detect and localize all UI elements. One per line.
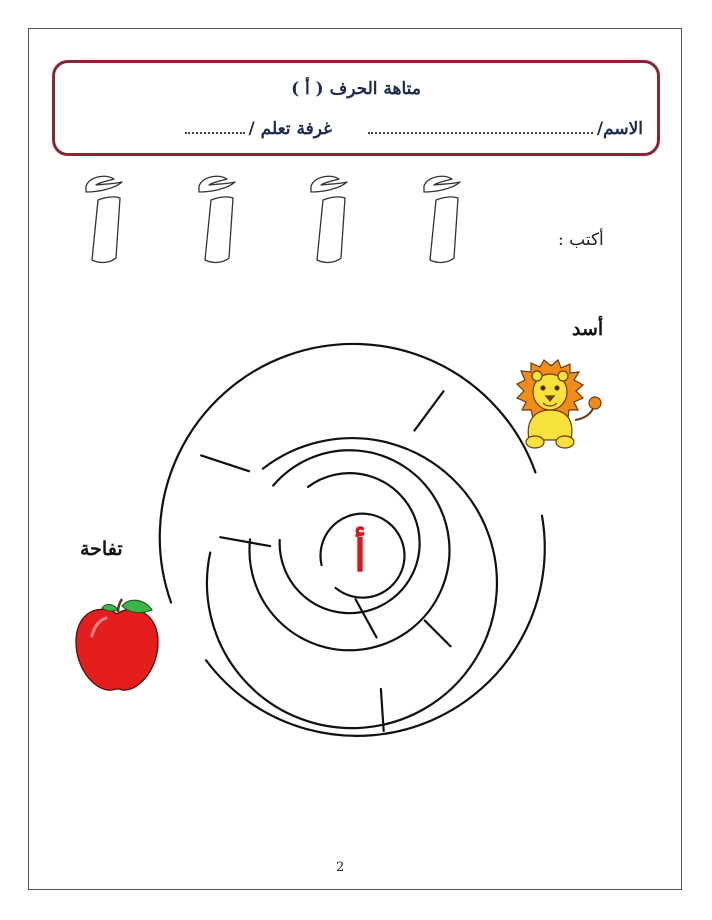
class-label: غرفة تعلم / xyxy=(248,119,332,139)
tracing-letters xyxy=(86,176,460,262)
tracing-letter-4[interactable] xyxy=(424,176,460,262)
tracing-letter-1[interactable] xyxy=(86,176,122,262)
lion-picture xyxy=(517,360,601,448)
tracing-letter-3[interactable] xyxy=(311,176,347,262)
page-number: 2 xyxy=(336,860,345,875)
maze-start-word: أسد xyxy=(572,318,604,340)
circular-maze[interactable] xyxy=(160,344,545,736)
apple-picture xyxy=(76,599,158,690)
worksheet-title: متاهة الحرف ( أ ) xyxy=(291,79,421,99)
tracing-letter-2[interactable] xyxy=(199,176,235,262)
write-instruction: أكتب : xyxy=(558,230,604,250)
maze-end-word: تفاحة xyxy=(80,538,123,560)
name-label: الاسم/ xyxy=(596,119,643,139)
maze-center-letter: أ xyxy=(353,531,367,582)
